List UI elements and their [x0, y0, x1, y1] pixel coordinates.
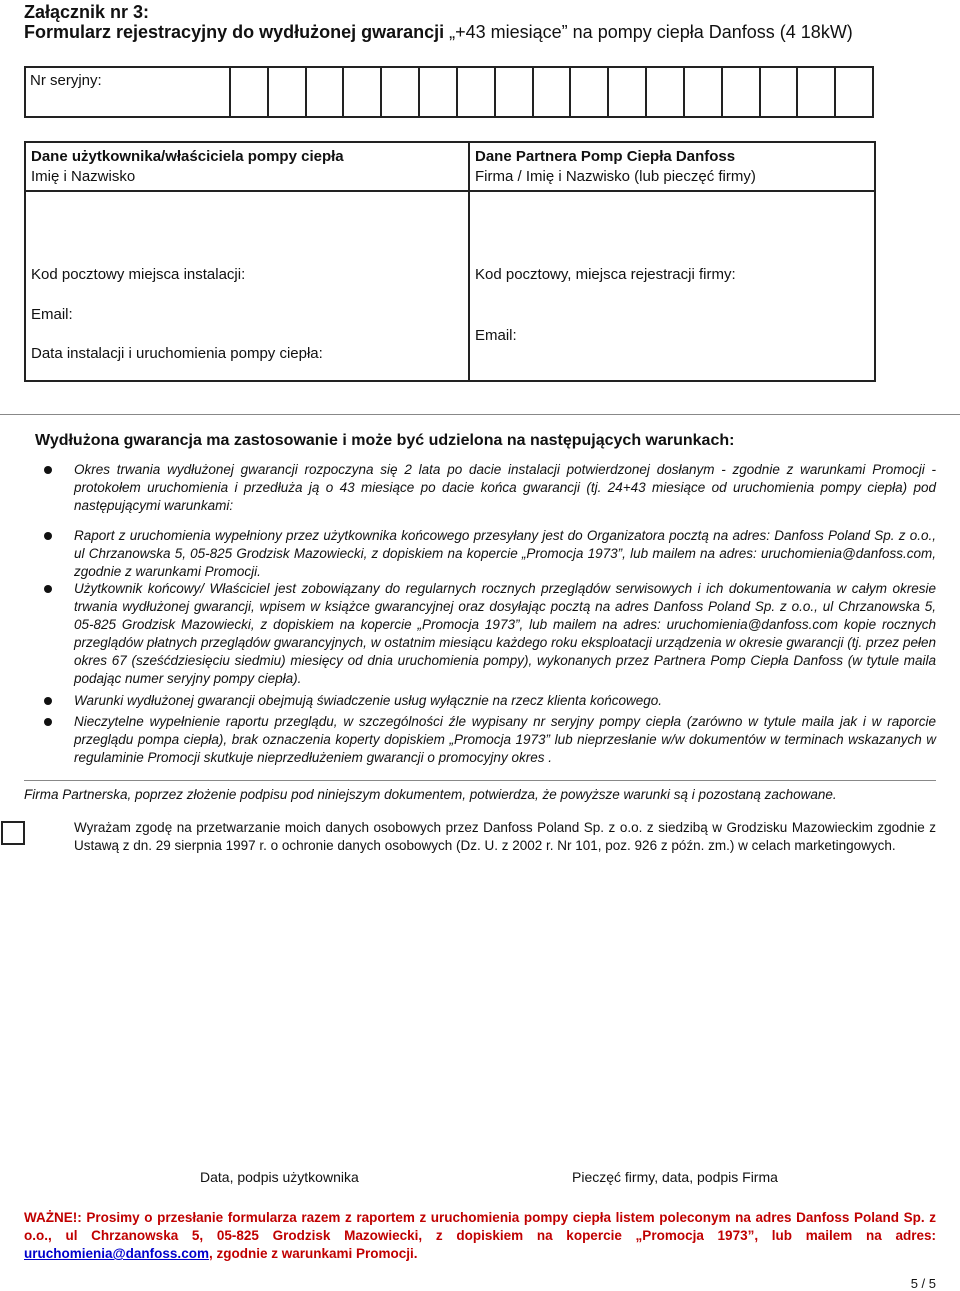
partner-email-label[interactable]: Email:: [475, 327, 517, 344]
serial-cell[interactable]: [305, 68, 307, 116]
form-title-bold: Formularz rejestracyjny do wydłużonej gwarancji: [24, 22, 445, 42]
firm-confirmation-note: Firma Partnerska, poprzez złożenie podpisu pod niniejszym dokumentem, potwierdza, że powyższe warunki są i pozostaną zachowane.: [24, 787, 837, 802]
serial-cell[interactable]: [834, 68, 836, 116]
serial-cell[interactable]: [267, 68, 269, 116]
condition-item: Okres trwania wydłużonej gwarancji rozpoczyna się 2 lata po dacie instalacji potwierdzonej dosłanym - zgodnie z warunkami Promocji - protokołem uruchomienia i przedłuża ją o 43 miesiące po dacie końca gwarancji (tj. 24+43 miesiące od uruchomienia pompy ciepła) pod następującymi warunkami:: [74, 462, 936, 513]
serial-number-field[interactable]: [24, 66, 874, 118]
page-number: 5 / 5: [910, 1276, 936, 1291]
partner-name-label: Firma / Imię i Nazwisko (lub pieczęć firmy): [475, 168, 756, 185]
serial-cell[interactable]: [418, 68, 420, 116]
serial-cell[interactable]: [532, 68, 534, 116]
serial-cell[interactable]: [456, 68, 458, 116]
serial-cell[interactable]: [229, 68, 231, 116]
important-notice-suffix: , zgodnie z warunkami Promocji.: [208, 1246, 418, 1261]
section-divider: [24, 780, 936, 781]
page-title: Załącznik nr 3:: [24, 2, 150, 22]
partner-section-heading: Dane Partnera Pomp Ciepła Danfoss: [475, 148, 736, 165]
partner-postcode-label[interactable]: Kod pocztowy, miejsca rejestracji firmy:: [475, 266, 736, 283]
serial-cell[interactable]: [645, 68, 647, 116]
serial-cell[interactable]: [796, 68, 798, 116]
marketing-consent-checkbox[interactable]: [1, 821, 25, 845]
condition-item: Nieczytelne wypełnienie raportu przeglądu, w szczególności źle wypisany nr seryjny pompy ciepła (zarówno w tytule maila jak i w raporcie przeglądu pompa ciepła), brak oznaczenia koperty dopiskiem „Promocja 1973” lub nieprzesłanie w/w dokumentów w terminach wskazanych w regulaminie Promocji skutkuje nieprzedłużeniem gwarancji o promocyjny okres .: [74, 714, 936, 765]
bullet-icon: [44, 718, 52, 726]
party-data-table: [24, 141, 876, 382]
bullet-icon: [44, 532, 52, 540]
serial-cell[interactable]: [683, 68, 685, 116]
conditions-heading: Wydłużona gwarancja ma zastosowanie i może być udzielona na następujących warunkach:: [35, 432, 735, 449]
section-divider: [0, 414, 960, 415]
important-notice: [24, 1209, 936, 1263]
serial-cell[interactable]: [607, 68, 609, 116]
bullet-icon: [44, 697, 52, 705]
user-postcode-label[interactable]: Kod pocztowy miejsca instalacji:: [31, 266, 246, 283]
condition-item: Użytkownik końcowy/ Właściciel jest zobowiązany do regularnych rocznych przeglądów serwisowych i ich dokumentowania w całym okresie trwania wydłużonej gwarancji, wpisem w książce gwarancyjnej oraz dosyłając pocztą na adres Danfoss Poland Sp. z o.o., ul Chrzanowska 5, 05-825 Grodzisk Mazowiecki, z dopiskiem na kopercie „Promocja 1973”, lub mailem na adres: uruchomienia@danfoss.com kopie rocznych przeglądów płatnych przeglądów gwarancyjnych, w ostatnim miesiącu każdego roku eksploatacji urządzenia w okresie gwarancji (tj. przez pełen okres 67 (sześćdziesięciu siedmiu) miesięcy od dnia uruchomienia pompy), wykonanych przez Partnera Pomp Ciepła Danfoss (w tytule maila podając numer seryjny pompy ciepła).: [74, 581, 936, 686]
serial-cell[interactable]: [721, 68, 723, 116]
form-title: [24, 22, 853, 43]
serial-cell[interactable]: [494, 68, 496, 116]
user-name-label: Imię i Nazwisko: [31, 168, 136, 185]
serial-number-label: Nr seryjny:: [30, 72, 102, 89]
user-signature-label: Data, podpis użytkownika: [200, 1169, 359, 1185]
marketing-consent-text: Wyrażam zgodę na przetwarzanie moich danych osobowych przez Danfoss Poland Sp. z o.o. z siedzibą w Grodzisku Mazowieckim zgodnie z Ustawą z dn. 29 sierpnia 1997 r. o ochronie danych osobowych (Dz. U. z 2002 r. Nr 101, poz. 926 z późn. zm.) w celach marketingowych.: [74, 820, 936, 853]
serial-cell[interactable]: [380, 68, 382, 116]
condition-item: Raport z uruchomienia wypełniony przez użytkownika końcowego przesyłany jest do Organizatora pocztą na adres: Danfoss Poland Sp. z o.o., ul Chrzanowska 5, 05-825 Grodzisk Mazowiecki, z dopiskiem na kopercie „Promocja 1973”, lub mailem na adres: uruchomienia@danfoss.com, zgodnie z warunkami Promocji.: [74, 528, 936, 579]
form-title-rest: „+43 miesiące” na pompy ciepła Danfoss (4 18kW): [444, 22, 853, 42]
firm-signature-label: Pieczęć firmy, data, podpis Firma: [572, 1169, 778, 1185]
important-notice-text: WAŻNE!: Prosimy o przesłanie formularza razem z raportem z uruchomienia pompy ciepła listem poleconym na adres Danfoss Poland Sp. z o.o., ul Chrzanowska 5, 05-825 Grodzisk Mazowiecki, z dopiskiem na kopercie „Promocja 1973”, lub mailem na adres:: [24, 1210, 936, 1243]
serial-cell[interactable]: [569, 68, 571, 116]
user-section-heading: Dane użytkownika/właściciela pompy ciepła: [31, 148, 344, 165]
bullet-icon: [44, 466, 52, 474]
party-table-divider: [468, 143, 470, 380]
condition-item: Warunki wydłużonej gwarancji obejmują świadczenie usług wyłącznie na rzecz klienta końcowego.: [74, 693, 663, 708]
install-date-label[interactable]: Data instalacji i uruchomienia pompy ciepła:: [31, 345, 323, 362]
bullet-icon: [44, 585, 52, 593]
user-email-label[interactable]: Email:: [31, 306, 73, 323]
serial-cell[interactable]: [759, 68, 761, 116]
serial-cell[interactable]: [342, 68, 344, 116]
email-link[interactable]: uruchomienia@danfoss.com: [24, 1246, 209, 1261]
